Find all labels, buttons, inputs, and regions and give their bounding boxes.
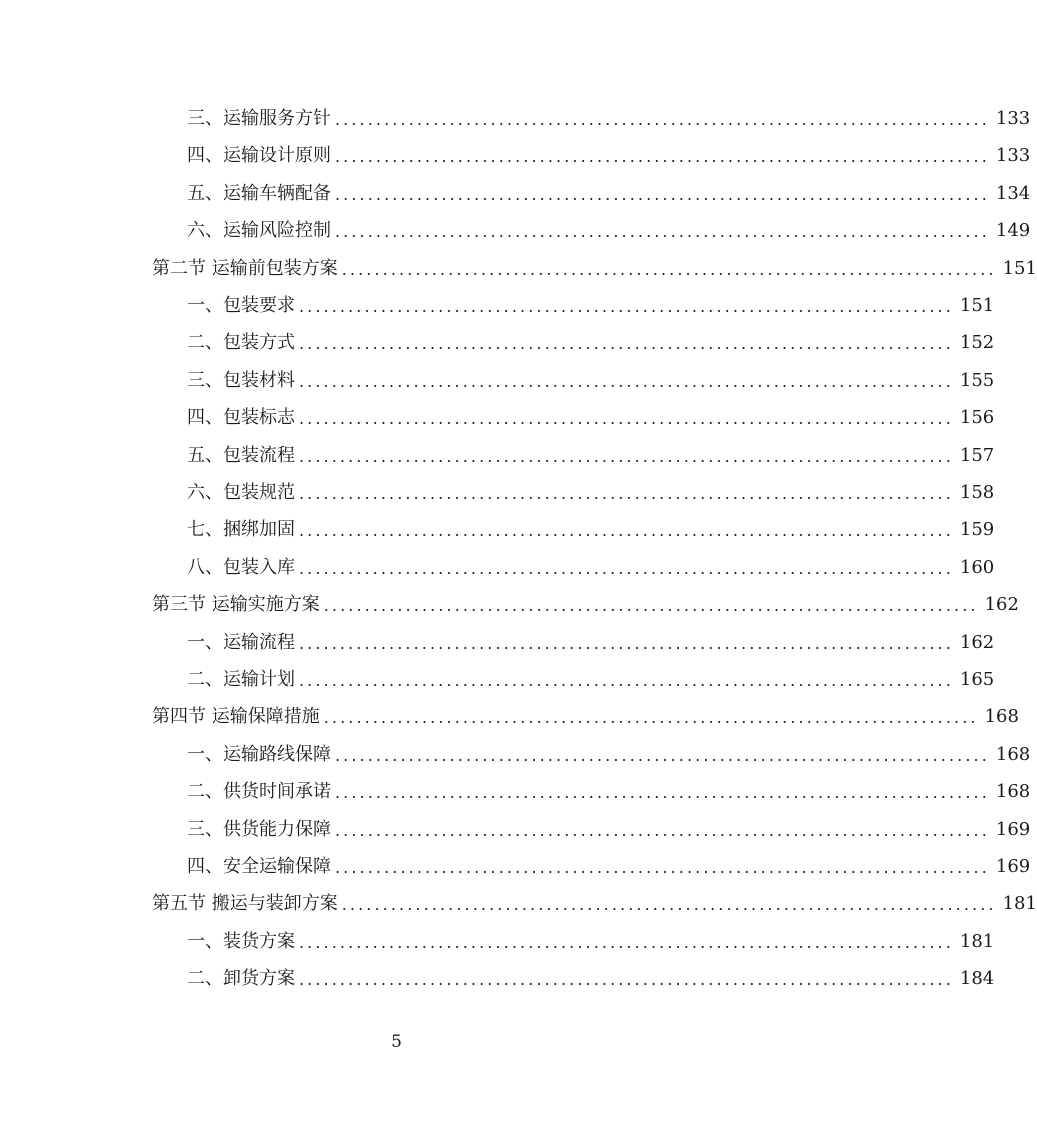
toc-subsection-entry[interactable] xyxy=(187,399,995,436)
toc-entry-page-number: 151 xyxy=(1002,257,1037,279)
toc-entry-label: 一、装货方案 xyxy=(187,930,295,952)
toc-entry-label: 八、包装入库 xyxy=(187,556,295,578)
dot-leader: ................................................................................ xyxy=(323,708,979,728)
toc-entry-label: 五、运输车辆配备 xyxy=(187,182,331,204)
toc-subsection-entry[interactable] xyxy=(187,212,1031,249)
toc-entry-page-number: 162 xyxy=(984,594,1019,616)
toc-section-entry[interactable] xyxy=(152,885,1037,922)
toc-subsection-entry[interactable] xyxy=(187,661,995,698)
toc-entry-page-number: 152 xyxy=(959,332,995,354)
dot-leader: ................................................................................ xyxy=(299,334,954,354)
toc-subsection-entry[interactable] xyxy=(187,362,995,399)
dot-leader: ................................................................................ xyxy=(341,895,997,915)
toc-subsection-entry[interactable] xyxy=(187,437,995,474)
toc-entry-label: 六、运输风险控制 xyxy=(187,220,331,242)
toc-entry-label: 第四节 运输保障措施 xyxy=(152,706,320,728)
dot-leader: ................................................................................ xyxy=(299,970,954,990)
toc-subsection-entry[interactable] xyxy=(187,923,995,960)
toc-entry-label: 二、供货时间承诺 xyxy=(187,781,331,803)
toc-entry-label: 第二节 运输前包装方案 xyxy=(152,257,338,279)
toc-entry-label: 一、包装要求 xyxy=(187,295,295,316)
toc-entry-page-number: 184 xyxy=(959,968,995,990)
toc-entry-page-number: 133 xyxy=(995,108,1031,129)
dot-leader: ................................................................................ xyxy=(335,820,990,840)
dot-leader: ................................................................................ xyxy=(335,858,990,877)
toc-subsection-entry[interactable] xyxy=(187,287,995,324)
toc-entry-page-number: 133 xyxy=(995,145,1031,167)
toc-section-entry[interactable] xyxy=(152,586,1019,623)
toc-entry-label: 第三节 运输实施方案 xyxy=(152,594,320,616)
toc-entry-label: 二、运输计划 xyxy=(187,669,295,690)
toc-entry-label: 四、包装标志 xyxy=(187,407,295,429)
dot-leader: ................................................................................ xyxy=(335,745,990,765)
toc-entry-page-number: 165 xyxy=(959,669,995,690)
toc-subsection-entry[interactable] xyxy=(187,549,995,586)
dot-leader: ................................................................................ xyxy=(335,147,990,167)
dot-leader: ................................................................................ xyxy=(299,633,954,653)
dot-leader: ................................................................................ xyxy=(299,932,954,952)
dot-leader: ................................................................................ xyxy=(299,371,954,391)
toc-entry-page-number: 160 xyxy=(959,556,995,578)
toc-section-entry[interactable] xyxy=(152,698,1019,735)
toc-entry-page-number: 157 xyxy=(959,444,995,466)
toc-entry-page-number: 159 xyxy=(959,519,995,541)
toc-subsection-entry[interactable] xyxy=(187,100,1031,137)
toc-entry-label: 四、运输设计原则 xyxy=(187,145,331,167)
toc-entry-label: 四、安全运输保障 xyxy=(187,856,331,877)
toc-subsection-entry[interactable] xyxy=(187,960,995,997)
toc-entry-page-number: 158 xyxy=(959,482,995,503)
toc-entry-page-number: 169 xyxy=(995,856,1031,877)
page-number-footer: 5 xyxy=(391,1032,402,1052)
toc-entry-page-number: 156 xyxy=(959,407,995,429)
toc-entry-page-number: 155 xyxy=(959,369,995,391)
dot-leader: ................................................................................ xyxy=(299,484,954,503)
dot-leader: ................................................................................ xyxy=(299,558,954,578)
toc-section-entry[interactable] xyxy=(152,250,1037,287)
dot-leader: ................................................................................ xyxy=(335,222,990,242)
toc-subsection-entry[interactable] xyxy=(187,175,1031,212)
dot-leader: ................................................................................ xyxy=(299,446,954,466)
toc-entry-label: 三、供货能力保障 xyxy=(187,818,331,840)
toc-entry-label: 一、运输路线保障 xyxy=(187,743,331,765)
toc-entry-page-number: 168 xyxy=(995,743,1031,765)
toc-subsection-entry[interactable] xyxy=(187,624,995,661)
toc-subsection-entry[interactable] xyxy=(187,736,1031,773)
toc-entry-page-number: 134 xyxy=(995,182,1031,204)
dot-leader: ................................................................................ xyxy=(335,783,990,803)
toc-entry-page-number: 168 xyxy=(984,706,1019,728)
toc-entry-page-number: 168 xyxy=(995,781,1031,803)
toc-entry-label: 三、运输服务方针 xyxy=(187,108,331,129)
dot-leader: ................................................................................ xyxy=(299,409,954,429)
toc-entry-label: 六、包装规范 xyxy=(187,482,295,503)
toc-entry-page-number: 181 xyxy=(1002,893,1037,915)
toc-subsection-entry[interactable] xyxy=(187,511,995,548)
dot-leader: ................................................................................ xyxy=(299,521,954,541)
dot-leader: ................................................................................ xyxy=(335,184,990,204)
toc-entry-page-number: 162 xyxy=(959,631,995,653)
toc-subsection-entry[interactable] xyxy=(187,811,1031,848)
toc-subsection-entry[interactable] xyxy=(187,848,1031,885)
toc-entry-label: 二、卸货方案 xyxy=(187,968,295,990)
toc-entry-label: 二、包装方式 xyxy=(187,332,295,354)
dot-leader: ................................................................................ xyxy=(335,110,990,129)
dot-leader: ................................................................................ xyxy=(299,671,954,690)
toc-entry-label: 五、包装流程 xyxy=(187,444,295,466)
toc-entry-page-number: 181 xyxy=(959,930,995,952)
toc-entry-label: 一、运输流程 xyxy=(187,631,295,653)
toc-entry-label: 三、包装材料 xyxy=(187,369,295,391)
toc-entry-label: 七、捆绑加固 xyxy=(187,519,295,541)
toc-subsection-entry[interactable] xyxy=(187,474,995,511)
toc-entry-page-number: 169 xyxy=(995,818,1031,840)
dot-leader: ................................................................................ xyxy=(299,297,954,316)
toc-entry-label: 第五节 搬运与装卸方案 xyxy=(152,893,338,915)
toc-subsection-entry[interactable] xyxy=(187,137,1031,174)
toc-entry-page-number: 151 xyxy=(959,295,995,316)
toc-subsection-entry[interactable] xyxy=(187,324,995,361)
toc-subsection-entry[interactable] xyxy=(187,773,1031,810)
dot-leader: ................................................................................ xyxy=(323,596,979,616)
dot-leader: ................................................................................ xyxy=(341,259,997,279)
toc-entry-page-number: 149 xyxy=(995,220,1031,242)
